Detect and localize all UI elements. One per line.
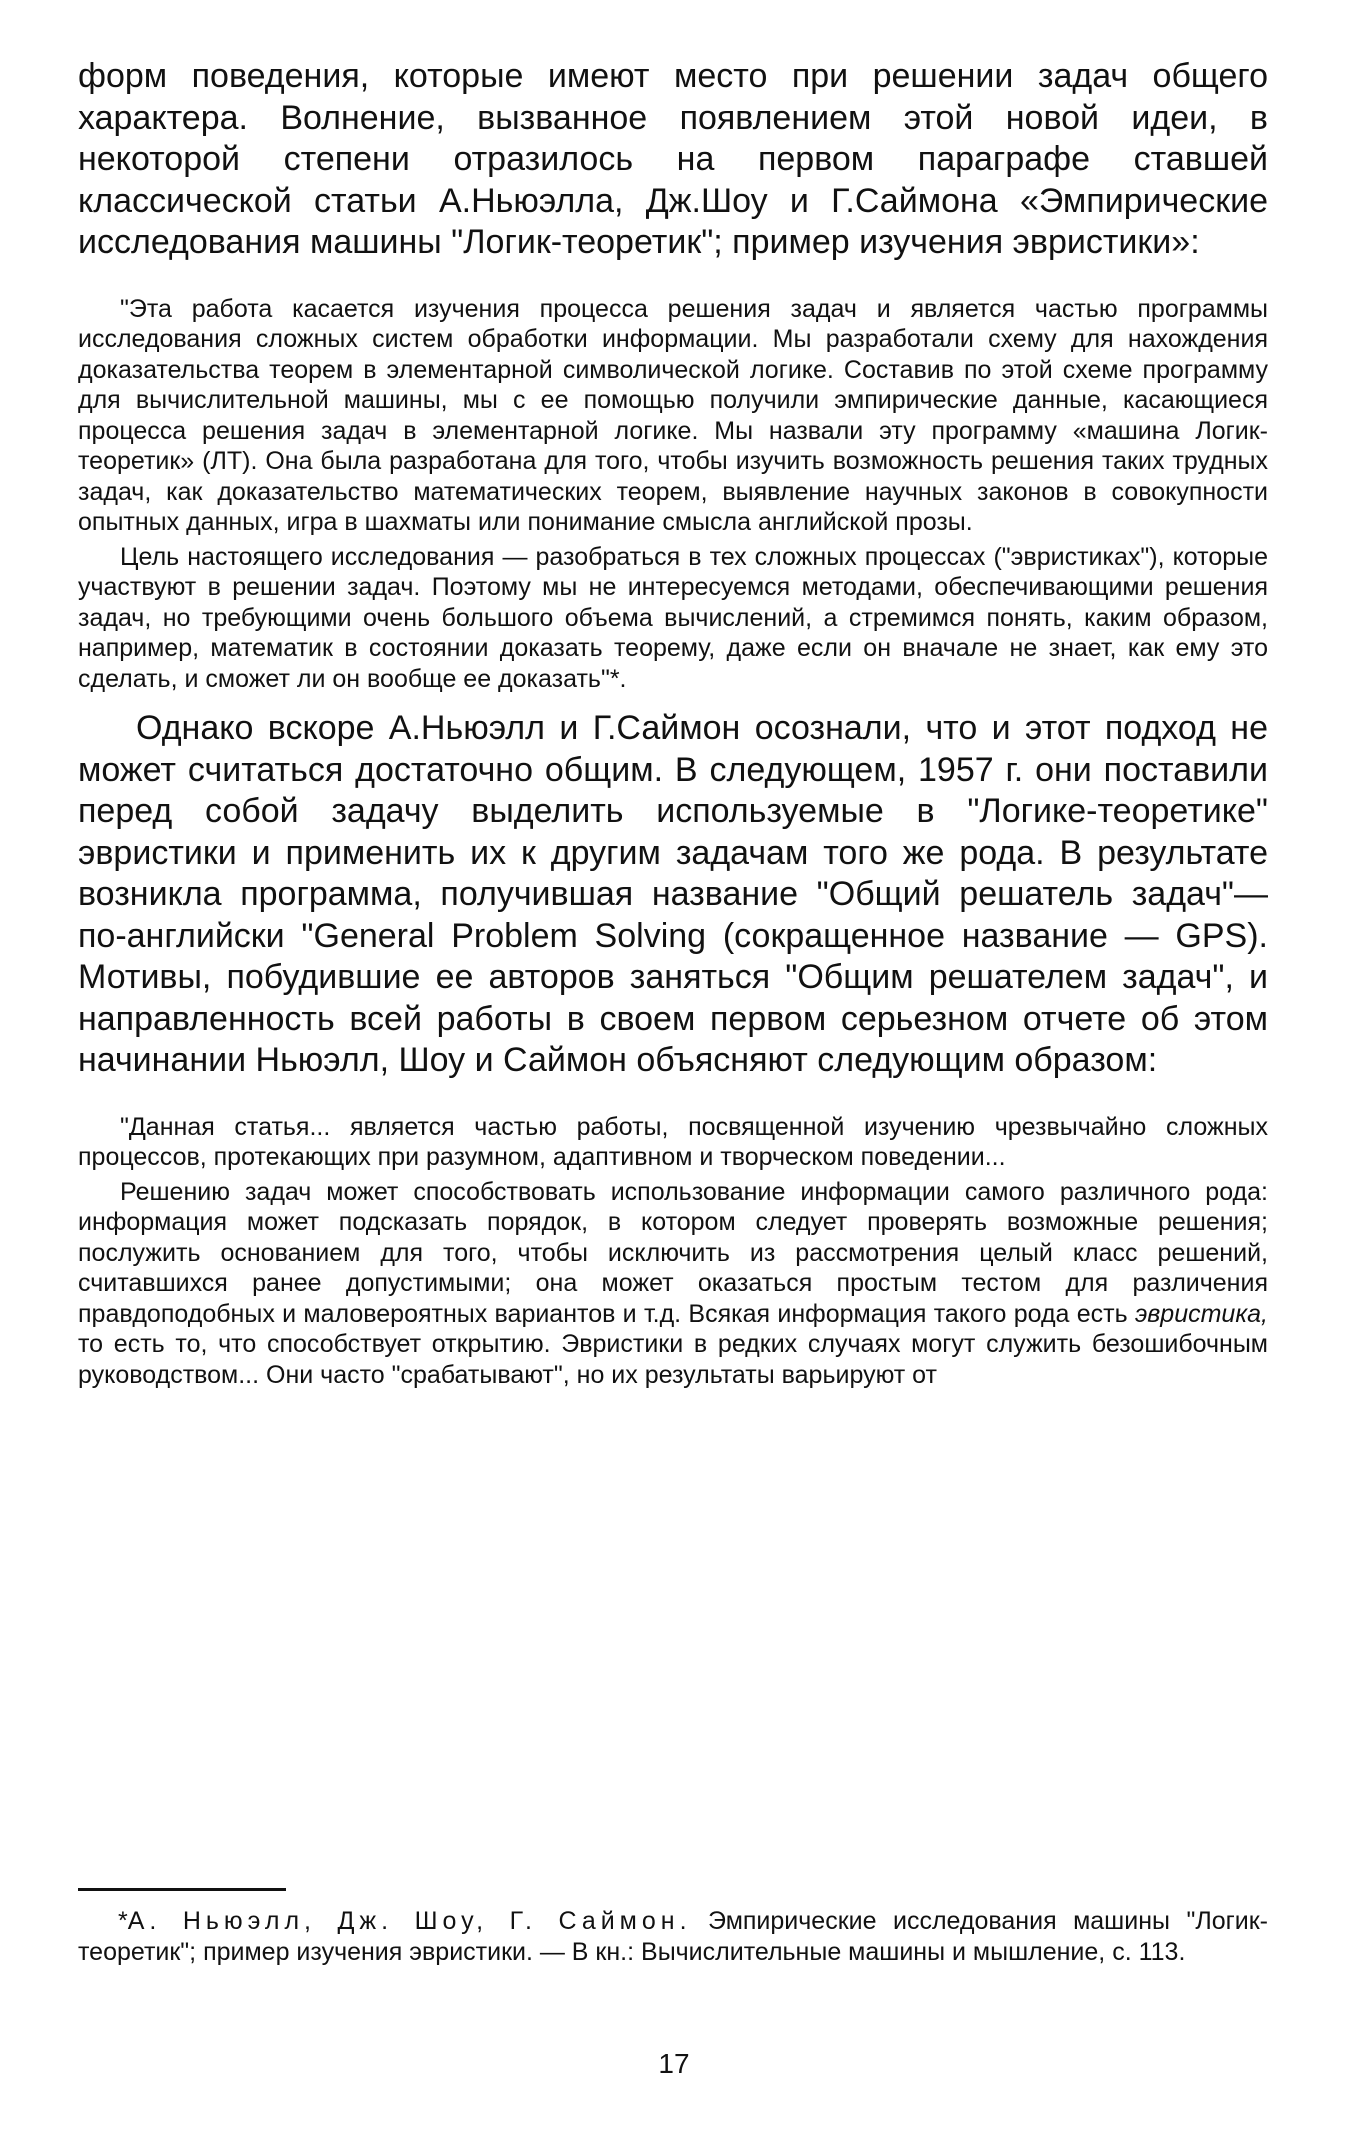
quote-paragraph-1: "Эта работа касается изучения процесса решения задач и является частью программы исследования сложных систем обработки информации. Мы разработали схему для нахождения доказательства теорем в элементарной символической логике. Составив по этой схеме программу для вычислительной машины, мы с ее помощью получили эмпирические данные, касающиеся процесса решения задач в элементарной логике. Мы назвали эту программу «машина Логик-теоретик» (ЛТ). Она была разработана для того, чтобы изучить возможность решения таких трудных задач, как доказательство математических теорем, выявление научных законов в совокупности опытных данных, игра в шахматы или понимание смысла английской прозы.	[78, 294, 1268, 536]
footnote	[78, 1906, 1268, 1968]
footnote-text: Эмпирические исследования машины "Логик-теоретик"; пример изучения эвристики. — В кн.: Вычислительные машины и мышление, с. 113.	[78, 1907, 1268, 1966]
footnote-author-1: А. Ньюэлл,	[127, 1907, 317, 1935]
quote-paragraph-3: "Данная статья... является частью работы, посвященной изучению чрезвычайно сложных процессов, протекающих при разумном, адаптивном и творческом поведении...	[78, 1112, 1268, 1171]
quote-paragraph-2-text: Цель настоящего исследования — разобраться в тех сложных процессах ("эвристиках"), которые участвуют в решении задач. Поэтому мы не интересуемся методами, обеспечивающими решения задач, но требующими очень большого объема вычислений, а стремимся понять, каким образом, например, математик в состоянии доказать теорему, даже если он вначале не знает, как ему это сделать, и сможет ли он вообще ее доказать"	[78, 542, 1268, 693]
body-paragraph-2: Однако вскоре А.Ньюэлл и Г.Саймон осознали, что и этот подход не может считаться достаточно общим. В следующем, 1957 г. они поставили перед собой задачу выделить используемые в "Логике-теоретике" эвристики и применить их к другим задачам того же рода. В результате возникла программа, получившая название "Общий решатель задач"— по-английски "General Problem Solving (сокращенное название — GPS). Мотивы, побудившие ее авторов заняться "Общим решателем задач", и направленность всей работы в своем первом серьезном отчете об этом начинании Ньюэлл, Шоу и Саймон объясняют следующим образом:	[78, 709, 1268, 1079]
footnote-authors-2: Дж. Шоу, Г. Саймон.	[316, 1907, 692, 1935]
footnote-reference: *.	[609, 664, 627, 693]
quote-paragraph-4-start: Решению задач может способствовать использование информации самого различного рода: информация может подсказать порядок, в котором следует проверять возможные решения; послужить основанием для того, чтобы исключить из рассмотрения целый класс решений, считавшихся ранее допустимыми; она может оказаться простым тестом для различения правдоподобных и маловероятных вариантов и т.д. Всякая информация такого рода есть	[78, 1177, 1268, 1328]
quote-paragraph-4-end: то есть то, что способствует открытию. Эвристики в редких случаях могут служить безошибочным руководством... Они часто "срабатывают", но их результаты варьируют от	[78, 1330, 1268, 1389]
quote-paragraph-2	[78, 542, 1268, 695]
emphasis-heuristic: эвристика,	[1134, 1299, 1268, 1328]
page-text	[78, 56, 1268, 1390]
footnote-divider	[78, 1888, 286, 1891]
footnote-mark: *	[118, 1907, 128, 1935]
quote-paragraph-4	[78, 1177, 1268, 1391]
page-number: 17	[658, 2048, 690, 2079]
body-paragraph-1: форм поведения, которые имеют место при решении задач общего характера. Волнение, вызванное появлением этой новой идеи, в некоторой степени отразилось на первом параграфе ставшей классической статьи А.Ньюэлла, Дж.Шоу и Г.Саймона «Эмпирические исследования машины "Логик-теоретик"; пример изучения эвристики»:	[78, 57, 1268, 261]
